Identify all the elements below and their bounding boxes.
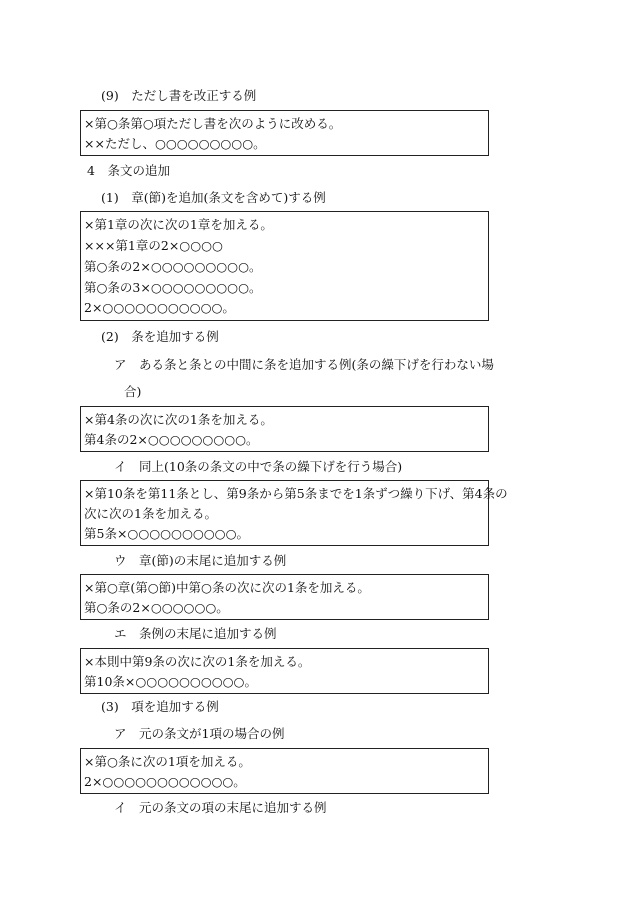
heading-9: (9) ただし書を改正する例	[101, 88, 257, 103]
box-line: ×××第1章の2×○○○○	[84, 238, 223, 253]
heading-2e: エ 条例の末尾に追加する例	[114, 626, 277, 641]
box-line: ×第○条第○項ただし書を次のように改める。	[84, 116, 342, 131]
heading-3a: ア 元の条文が1項の場合の例	[114, 726, 285, 741]
heading-3i: イ 元の条文の項の末尾に追加する例	[114, 800, 327, 815]
example-box-3	[80, 406, 489, 452]
heading-1: (1) 章(節)を追加(条文を含めて)する例	[101, 190, 326, 205]
heading-2u: ウ 章(節)の末尾に追加する例	[114, 553, 287, 568]
example-box-1	[80, 110, 489, 156]
box-line: ×本則中第9条の次に次の1条を加える。	[84, 654, 311, 669]
box-line: 第5条×○○○○○○○○○○。	[84, 526, 249, 541]
box-line: 第4条の2×○○○○○○○○○。	[84, 432, 259, 447]
example-box-4	[80, 480, 508, 546]
box-line: 2×○○○○○○○○○○○。	[84, 300, 235, 315]
heading-2a-line2: 合)	[124, 384, 142, 399]
example-box-6	[80, 648, 489, 694]
heading-2: (2) 条を追加する例	[101, 329, 219, 344]
box-line: ××ただし、○○○○○○○○○。	[84, 136, 266, 151]
example-box-2	[80, 211, 489, 321]
box-line: ×第○条に次の1項を加える。	[84, 754, 251, 769]
box-line: 2×○○○○○○○○○○○○。	[84, 774, 246, 789]
box-line: 第○条の2×○○○○○○○○○。	[84, 259, 262, 274]
box-line: ×第10条を第11条とし、第9条から第5条までを1条ずつ繰り下げ、第4条の	[84, 486, 508, 501]
heading-2i: イ 同上(10条の条文の中で条の繰下げを行う場合)	[114, 459, 403, 474]
example-box-5	[80, 574, 489, 620]
box-line: ×第○章(第○節)中第○条の次に次の1条を加える。	[84, 580, 370, 595]
heading-3: (3) 項を追加する例	[101, 699, 219, 714]
box-line: ×第4条の次に次の1条を加える。	[84, 412, 273, 427]
heading-2a-line1: ア ある条と条との中間に条を追加する例(条の繰下げを行わない場	[114, 357, 494, 372]
example-box-7	[80, 748, 489, 794]
box-line: 第10条×○○○○○○○○○○。	[84, 674, 257, 689]
box-line: 次に次の1条を加える。	[84, 506, 217, 521]
box-line: ×第1章の次に次の1章を加える。	[84, 217, 273, 232]
heading-4: 4 条文の追加	[87, 163, 170, 178]
box-line: 第○条の2×○○○○○○。	[84, 600, 229, 615]
box-line: 第○条の3×○○○○○○○○○。	[84, 280, 262, 295]
